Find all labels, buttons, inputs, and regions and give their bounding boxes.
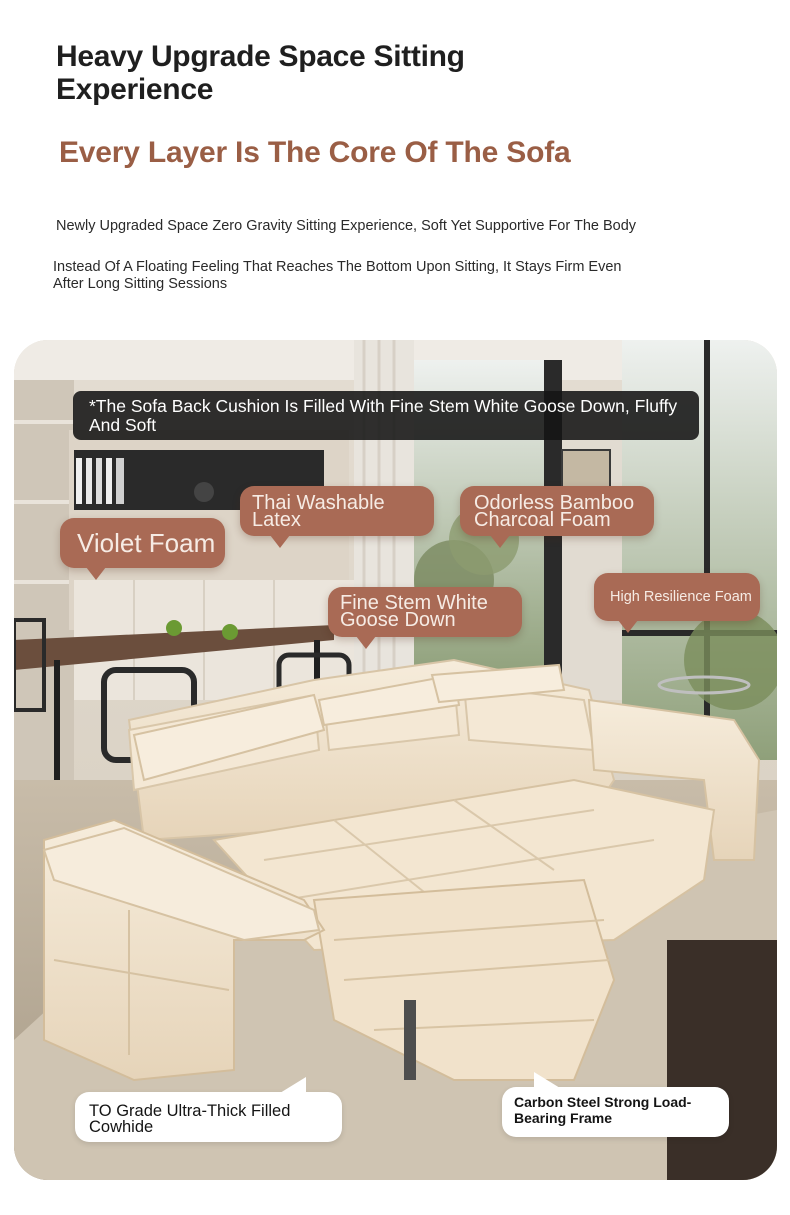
callout-steel-frame — [502, 1087, 729, 1137]
subheadline: Every Layer Is The Core Of The Sofa — [59, 136, 571, 169]
callout-high-resilience-foam-text: High Resilience Foam — [610, 589, 752, 605]
callout-cowhide — [75, 1092, 342, 1142]
back-cushion-note-text: *The Sofa Back Cushion Is Filled With Fine Stem White Goose Down, Fluffy And Soft — [89, 396, 678, 435]
callout-goose-down — [328, 587, 522, 637]
callout-thai-latex-text: Thai Washable Latex — [252, 492, 385, 531]
callout-steel-frame-text: Carbon Steel Strong Load-Bearing Frame — [514, 1094, 692, 1126]
description-line-1: Newly Upgraded Space Zero Gravity Sitting Experience, Soft Yet Supportive For The Body — [56, 218, 637, 234]
sofa-scene-illustration — [14, 340, 777, 1180]
callout-bamboo-charcoal-foam-text: Odorless Bamboo Charcoal Foam — [474, 492, 635, 531]
sofa-photo — [14, 340, 777, 1180]
callout-high-resilience-foam — [594, 573, 760, 621]
callout-thai-latex — [240, 486, 434, 536]
callout-violet-foam — [60, 518, 225, 568]
description-line-2: Instead Of A Floating Feeling That Reaches The Bottom Upon Sitting, It Stays Firm Even After Long Sitting Sessions — [53, 259, 622, 292]
headline: Heavy Upgrade Space Sitting Experience — [56, 40, 465, 106]
back-cushion-note — [73, 391, 699, 440]
callout-goose-down-text: Fine Stem White Goose Down — [340, 592, 488, 631]
callout-violet-foam-text: Violet Foam — [77, 528, 216, 558]
callout-bamboo-charcoal-foam — [460, 486, 654, 536]
callout-cowhide-text: TO Grade Ultra-Thick Filled Cowhide — [89, 1102, 291, 1136]
